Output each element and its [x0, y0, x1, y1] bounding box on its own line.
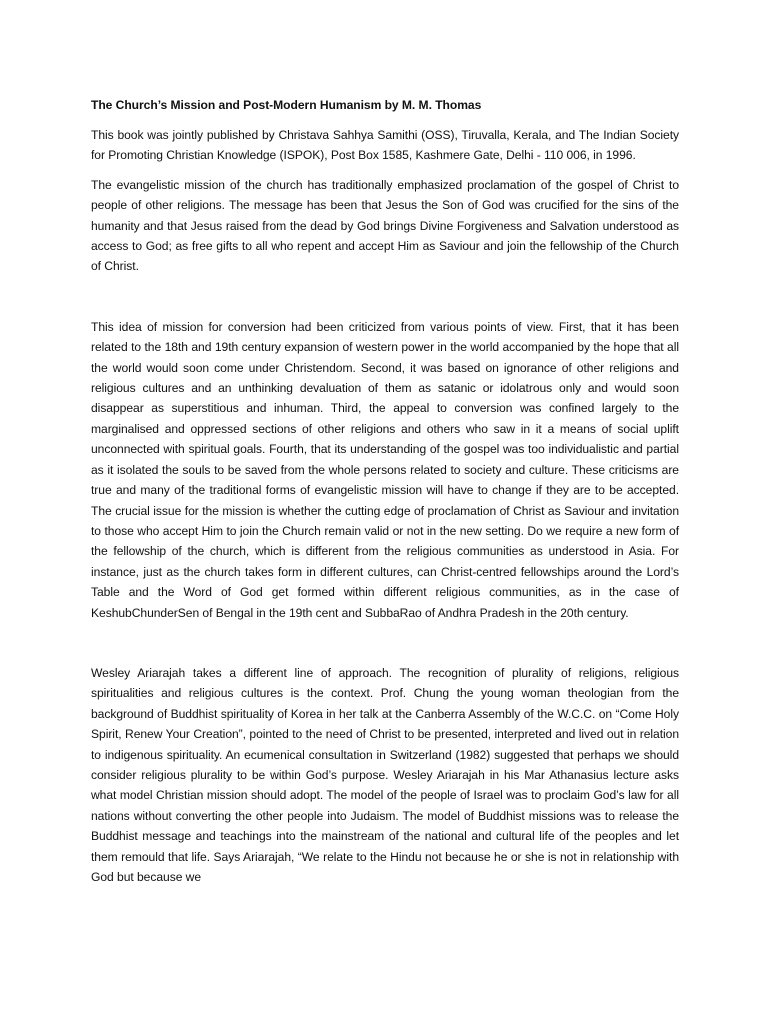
publication-paragraph: This book was jointly published by Christava Sahhya Samithi (OSS), Tiruvalla, Kerala, and The Indian Society for Promoting Christian Knowledge (ISPOK), Post Box 1585, Kashmere Gate, Delhi - 110 006, in 1996.	[91, 128, 679, 163]
document-title: The Church’s Mission and Post-Modern Humanism by M. M. Thomas	[91, 98, 482, 112]
paragraph-spacer	[91, 166, 679, 175]
evangelistic-mission-paragraph: The evangelistic mission of the church has traditionally emphasized proclamation of the gospel of Christ to people of other religions. The message has been that Jesus the Son of God was crucified for the sins of the humanity and that Jesus raised from the dead by God brings Divine Forgiveness and Salvation understood as access to God; as free gifts to all who repent and accept Him as Saviour and join the fellowship of the Church of Christ.	[91, 177, 679, 274]
paragraph-spacer	[91, 277, 679, 317]
document-page	[91, 95, 679, 887]
criticism-paragraph: This idea of mission for conversion had been criticized from various points of view. First, that it has been related to the 18th and 19th century expansion of western power in the world accompanied by the hope that all the world would soon come under Christendom. Second, it was based on ignorance of other religions and religious cultures and an unthinking devaluation of them as satanic or idolatrous only and would soon disappear as superstitious and inhuman. Third, the appeal to conversion was confined largely to the marginalised and oppressed sections of other religions and others who saw in it a means of social uplift unconnected with spiritual goals. Fourth, that its understanding of the gospel was too individualistic and partial as it isolated the souls to be saved from the whole persons related to society and culture. These criticisms are true and many of the traditional forms of evangelistic mission will have to change if they are to be accepted. The crucial issue for the mission is whether the cutting edge of proclamation of Christ as Saviour and invitation to those who accept Him to join the Church remain valid or not in the new setting. Do we require a new form of the fellowship of the church, which is different from the religious communities as understood in Asia. For instance, just as the church takes form in different cultures, can Christ-centred fellowships around the Lord’s Table and the Word of God get formed within different religious communities, as in the case of KeshubChunderSen of Bengal in the 19th cent and SubbaRao of Andhra Pradesh in the 20th century.	[91, 319, 679, 620]
ariarajah-paragraph: Wesley Ariarajah takes a different line of approach. The recognition of plurality of religions, religious spiritualities and religious cultures is the context. Prof. Chung the young woman theologian from the background of Buddhist spirituality of Korea in her talk at the Canberra Assembly of the W.C.C. on “Come Holy Spirit, Renew Your Creation”, pointed to the need of Christ to be presented, interpreted and lived out in relation to indigenous spirituality. An ecumenical consultation in Switzerland (1982) suggested that perhaps we should consider religious plurality to be within God’s purpose. Wesley Ariarajah in his Mar Athanasius lecture asks what model Christian mission should adopt. The model of the people of Israel was to proclaim God’s law for all nations without converting the other people into Judaism. The model of Buddhist missions was to release the Buddhist message and teachings into the mainstream of the national and cultural life of the peoples and let them remould that life. Says Ariarajah, “We relate to the Hindu not because he or she is not in relationship with God but because we	[91, 665, 679, 884]
paragraph-spacer	[91, 623, 679, 663]
